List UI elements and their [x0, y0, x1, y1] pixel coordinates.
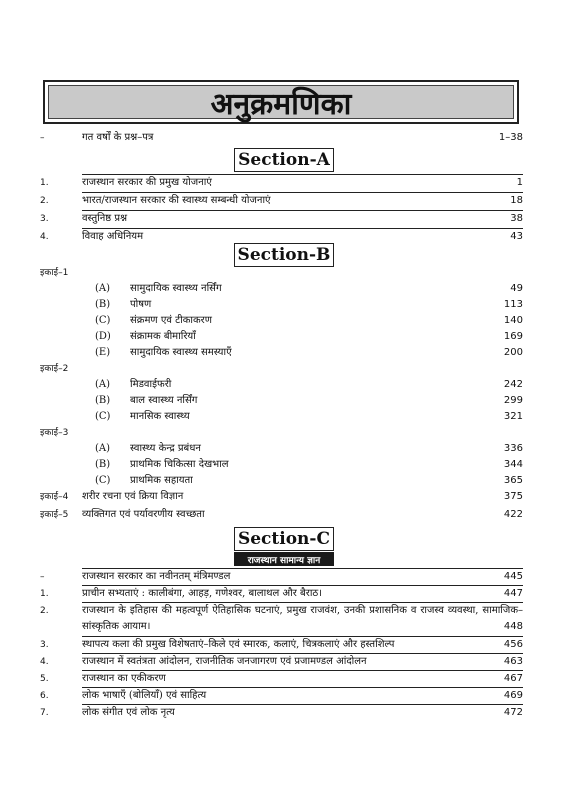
section-a-heading: Section-A — [234, 148, 334, 172]
row-page: 467 — [503, 673, 523, 684]
row-page: 445 — [503, 571, 523, 582]
row-text: प्राथमिक चिकित्सा देखभाल — [130, 459, 229, 470]
row-page: 365 — [503, 475, 523, 486]
row-text: व्यक्तिगत एवं पर्यावरणीय स्वच्छता — [82, 509, 205, 520]
row-text: विवाह अधिनियम — [82, 231, 144, 242]
row-number: 4. — [40, 232, 49, 242]
row-text: बाल स्वास्थ्य नर्सिंग — [130, 395, 198, 406]
row-number: 6. — [40, 691, 49, 701]
row-text: प्राथमिक सहायता — [130, 475, 193, 486]
page-title: अनुक्रमणिका — [48, 85, 514, 119]
section-c-item — [0, 705, 566, 721]
unit-label — [0, 425, 566, 441]
row-number: (D) — [95, 331, 111, 342]
row-text: संक्रामक बीमारियाँ — [130, 331, 196, 342]
unit-item — [0, 281, 566, 297]
row-number: 3. — [40, 640, 49, 650]
row-number: (E) — [95, 347, 111, 358]
row-page: 1 — [516, 177, 523, 188]
section-a-item — [0, 193, 566, 209]
row-number: (B) — [95, 395, 111, 406]
row-page: 38 — [510, 213, 523, 224]
unit-number: इकाई–4 — [40, 492, 69, 502]
row-text: राजस्थान का एकीकरण — [82, 673, 166, 684]
unit-item — [0, 345, 566, 361]
row-page: 422 — [503, 509, 523, 520]
section-c-item — [0, 637, 566, 653]
unit-item — [0, 313, 566, 329]
row-number: (C) — [95, 475, 111, 486]
row-text: सामुदायिक स्वास्थ्य नर्सिंग — [130, 283, 222, 294]
row-number: (B) — [95, 459, 111, 470]
row-page: 169 — [503, 331, 523, 342]
unit-label — [0, 265, 566, 281]
row-text: पोषण — [130, 299, 152, 310]
unit-number: इकाई–3 — [40, 428, 69, 438]
row-text: वस्तुनिष्ठ प्रश्न — [82, 213, 128, 224]
row-page: 469 — [503, 690, 523, 701]
row-number: 1. — [40, 589, 49, 599]
row-number: 1. — [40, 178, 49, 188]
row-page: 344 — [503, 459, 523, 470]
section-c-heading: Section-C — [234, 527, 334, 551]
section-b-heading: Section-B — [234, 243, 334, 267]
row-page: 463 — [503, 656, 523, 667]
unit-number: इकाई–5 — [40, 510, 69, 520]
unit-item — [0, 329, 566, 345]
section-a-item — [0, 175, 566, 191]
unit-row — [0, 507, 566, 523]
row-number: (A) — [95, 443, 111, 454]
row-number: 4. — [40, 657, 49, 667]
unit-item — [0, 377, 566, 393]
unit-item — [0, 457, 566, 473]
section-a-item — [0, 211, 566, 227]
row-page: 242 — [503, 379, 523, 390]
row-page: 43 — [510, 231, 523, 242]
row-page: 18 — [510, 195, 523, 206]
row-number: (C) — [95, 315, 111, 326]
row-text: स्वास्थ्य केन्द्र प्रबंधन — [130, 443, 201, 454]
section-c-item — [0, 654, 566, 670]
row-number: (C) — [95, 411, 111, 422]
row-number: – — [40, 133, 45, 143]
row-text: राजस्थान सरकार का नवीनतम् मंत्रिमण्डल — [82, 571, 231, 582]
section-c-item — [0, 569, 566, 585]
unit-item — [0, 393, 566, 409]
row-page: 113 — [503, 299, 523, 310]
unit-item — [0, 409, 566, 425]
row-page: 49 — [510, 283, 523, 294]
unit-row — [0, 489, 566, 505]
unit-number: इकाई–2 — [40, 364, 69, 374]
row-page: 336 — [503, 443, 523, 454]
title-box — [43, 80, 519, 124]
row-page: 299 — [503, 395, 523, 406]
row-text: राजस्थान सरकार की प्रमुख योजनाएं — [82, 177, 212, 188]
row-text: भारत/राजस्थान सरकार की स्वास्थ्य सम्बन्धी योजनाएं — [82, 195, 271, 206]
section-c-item — [0, 603, 566, 635]
section-c-item — [0, 688, 566, 704]
unit-label — [0, 361, 566, 377]
row-text: मिडवाईफरी — [130, 379, 172, 390]
row-text: राजस्थान में स्वतंत्रता आंदोलन, राजनीतिक जनजागरण एवं प्रजामण्डल आंदोलन — [82, 656, 367, 667]
row-page: 472 — [503, 707, 523, 718]
row-number: 3. — [40, 214, 49, 224]
row-text: राजस्थान के इतिहास की महत्वपूर्ण ऐतिहासिक घटनाएं, प्रमुख राजवंश, उनकी प्रशासनिक व राजस्व व्यवस्था, सामाजिक–सांस्कृतिक आयाम। — [82, 605, 523, 632]
row-number: 2. — [40, 606, 49, 616]
row-page: 448 — [503, 621, 523, 632]
unit-number: इकाई–1 — [40, 268, 69, 278]
row-page: 456 — [503, 639, 523, 650]
section-c-item — [0, 671, 566, 687]
row-number: 7. — [40, 708, 49, 718]
row-page: 375 — [503, 491, 523, 502]
section-c-item — [0, 586, 566, 602]
toc-row-previous-papers — [0, 130, 566, 146]
row-text: लोक भाषाएँ (बोलियाँ) एवं साहित्य — [82, 690, 207, 701]
row-text: प्राचीन सभ्यताएं : कालीबंगा, आहड़, गणेश्वर, बालाथल और बैराठ। — [82, 588, 323, 599]
row-page: 321 — [503, 411, 523, 422]
row-number: 2. — [40, 196, 49, 206]
row-text: शरीर रचना एवं क्रिया विज्ञान — [82, 491, 184, 502]
row-text: स्थापत्य कला की प्रमुख विशेषताएं–किले एवं स्मारक, कलाएं, चित्रकलाएं और हस्तशिल्प — [82, 639, 395, 650]
row-text: मानसिक स्वास्थ्य — [130, 411, 190, 422]
unit-item — [0, 473, 566, 489]
row-number: – — [40, 572, 45, 582]
row-page: 140 — [503, 315, 523, 326]
row-page: 200 — [503, 347, 523, 358]
section-c-subheading: राजस्थान सामान्य ज्ञान — [234, 552, 334, 566]
row-number: (B) — [95, 299, 111, 310]
unit-item — [0, 441, 566, 457]
row-number: (A) — [95, 283, 111, 294]
row-number: (A) — [95, 379, 111, 390]
row-text: सामुदायिक स्वास्थ्य समस्याएँ — [130, 347, 232, 358]
row-text: लोक संगीत एवं लोक नृत्य — [82, 707, 175, 718]
row-text: संक्रमण एवं टीकाकरण — [130, 315, 212, 326]
row-text: गत वर्षों के प्रश्न–पत्र — [82, 132, 154, 143]
row-page: 447 — [503, 588, 523, 599]
row-number: 5. — [40, 674, 49, 684]
unit-item — [0, 297, 566, 313]
row-page: 1–38 — [498, 132, 523, 143]
